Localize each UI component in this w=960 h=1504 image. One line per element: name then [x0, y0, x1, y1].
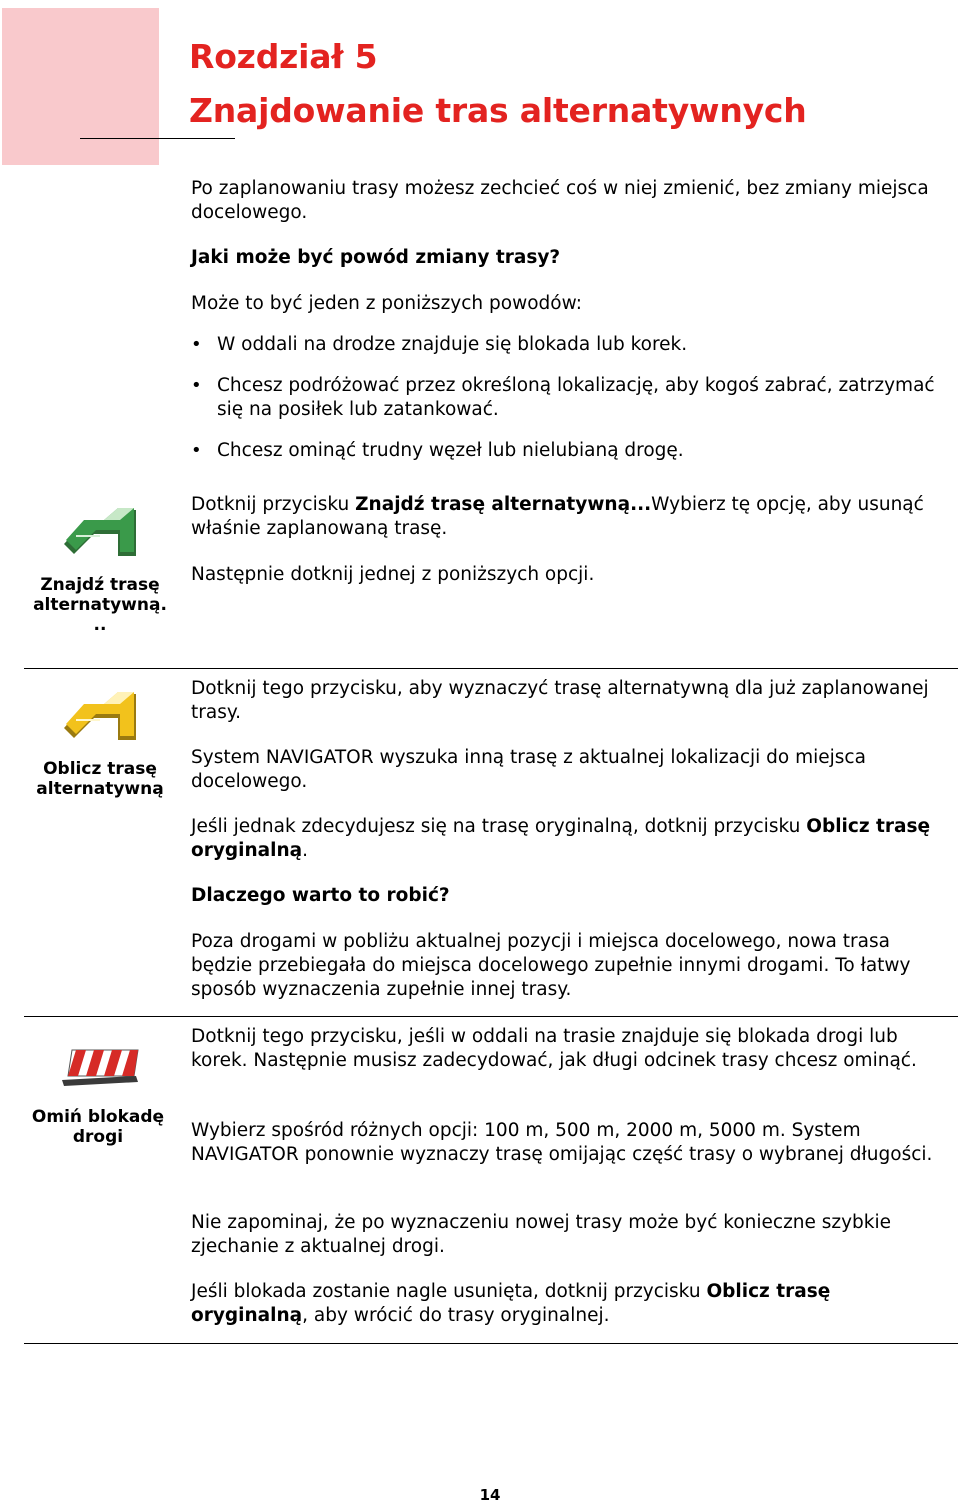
exit-road-warning: Nie zapominaj, że po wyznaczeniu nowej trasy może być konieczne szybkie zjechanie z aktualnej drogi.: [191, 1212, 892, 1257]
bullet-marker: •: [191, 375, 202, 396]
chapter-color-block: [2, 8, 159, 165]
navigator-search-note: System NAVIGATOR wyszuka inną trasę z aktualnej lokalizacji do miejsca docelowego.: [191, 747, 866, 792]
why-answer: Poza drogami w pobliżu aktualnej pozycji i miejsca docelowego, nowa trasa będzie przebiegała do miejsca docelowego zupełnie innymi drogami. To łatwy sposób wyznaczenia zupełnie innej trasy.: [191, 931, 911, 1000]
section-divider: [24, 1343, 958, 1344]
header-rule: [80, 138, 235, 139]
intro-reasons-lead: Może to być jeden z poniższych powodów:: [191, 293, 582, 314]
avoid-roadblock-description: Dotknij tego przycisku, jeśli w oddali na trasie znajduje się blokada drogi lub korek. Następnie musisz zadecydować, jak długi odcinek trasy chcesz ominąć.: [191, 1026, 917, 1071]
calculate-alternative-description: Dotknij tego przycisku, aby wyznaczyć trasę alternatywną dla już zaplanowanej trasy.: [191, 678, 929, 723]
find-alternative-description: Dotknij przycisku Znajdź trasę alternatywną...Wybierz tę opcję, aby usunąć właśnie zaplanowaną trasę.: [191, 494, 924, 539]
chapter-number: Rozdział 5: [189, 37, 378, 76]
why-question: Dlaczego warto to robić?: [191, 885, 450, 906]
distance-options-note: Wybierz spośród różnych opcji: 100 m, 500 m, 2000 m, 5000 m. System NAVIGATOR ponownie wyznaczy trasę omijając część trasy o wybranej długości.: [191, 1120, 933, 1165]
list-item: Chcesz ominąć trudny węzeł lub nielubianą drogę.: [217, 440, 684, 461]
calculate-alternative-label: Oblicz trasę alternatywną: [36, 759, 164, 799]
avoid-roadblock-label: Omiń blokadę drogi: [31, 1107, 165, 1147]
list-item: Chcesz podróżować przez określoną lokalizację, aby kogoś zabrać, zatrzymać się na posiłek lub zatankować.: [217, 375, 935, 420]
yellow-alternative-route-icon: [60, 690, 140, 746]
page-number: 14: [479, 1486, 501, 1504]
chapter-name: Znajdowanie tras alternatywnych: [189, 91, 807, 130]
green-alternative-route-icon: [60, 506, 140, 562]
chapter-title: [189, 30, 807, 138]
avoid-roadblock-button[interactable]: [60, 1046, 140, 1092]
intro-question: Jaki może być powód zmiany trasy?: [191, 247, 561, 268]
intro-paragraph: Po zaplanowaniu trasy możesz zechcieć coś w niej zmienić, bez zmiany miejsca docelowego.: [191, 178, 929, 223]
find-alternative-label: Znajdź trasę alternatywną. ..: [33, 575, 167, 635]
roadblock-barrier-icon: [60, 1046, 140, 1088]
calculate-alternative-button[interactable]: [60, 690, 140, 750]
bullet-marker: •: [191, 334, 202, 355]
roadblock-cleared-note: Jeśli blokada zostanie nagle usunięta, dotknij przycisku Oblicz trasę oryginalną, aby wrócić do trasy oryginalnej.: [191, 1281, 831, 1326]
original-route-note: Jeśli jednak zdecydujesz się na trasę oryginalną, dotknij przycisku Oblicz trasę oryginalną.: [191, 816, 931, 861]
section-divider: [24, 668, 958, 669]
list-item: W oddali na drodze znajduje się blokada lub korek.: [217, 334, 688, 355]
find-alternative-button[interactable]: [60, 506, 140, 566]
section-divider: [24, 1016, 958, 1017]
find-alternative-next-step: Następnie dotknij jednej z poniższych opcji.: [191, 564, 595, 585]
bullet-marker: •: [191, 440, 202, 461]
